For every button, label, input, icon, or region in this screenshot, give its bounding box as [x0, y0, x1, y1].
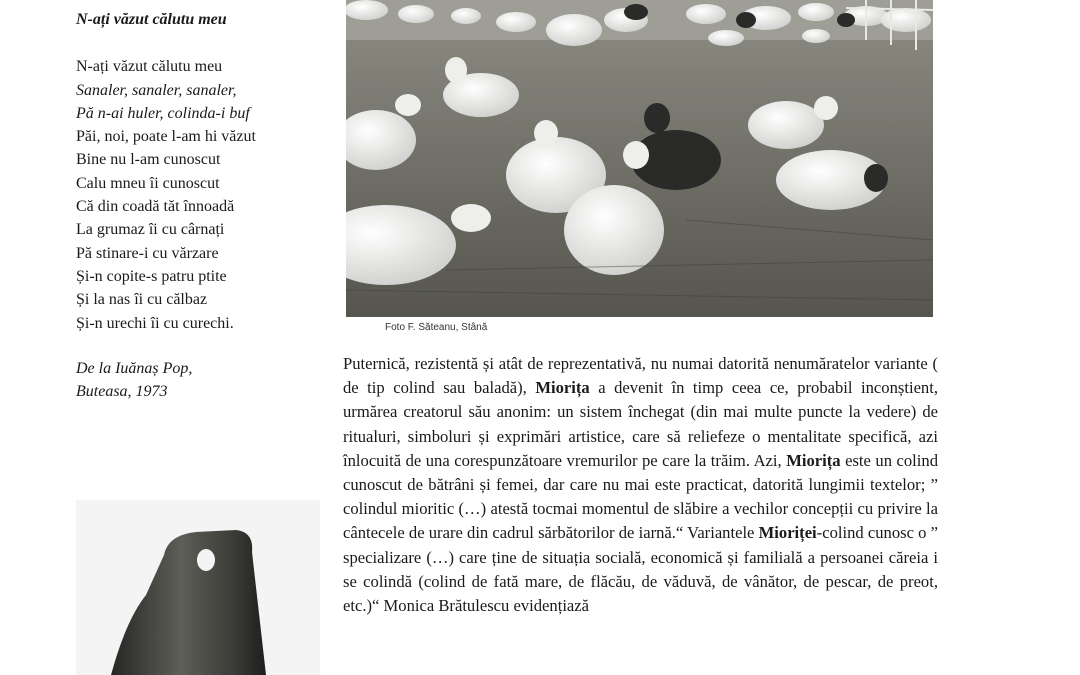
poem-line: Și la nas îi cu călbaz — [76, 291, 208, 309]
sheep-photo — [346, 0, 933, 317]
poem-line: Și-n copite-s patru ptite — [76, 267, 227, 285]
article-paragraph — [343, 352, 938, 618]
bell-photo-image — [76, 500, 320, 675]
poem-block — [76, 8, 336, 403]
article-text-run: a devenit în timp ceea ce, probabil inconștient, urmărea creatorul său anonim: un sistem închegat (din mai multe puncte la vedere) de ritualuri, simboluri și exprimări artistice, care să reliefeze o mentalitate specifică, azi înlocuită de una corespunzătoare vremurilor pe care la trăim. Azi, — [343, 378, 938, 470]
poem-line: Că din coadă tăt înnoadă — [76, 198, 235, 216]
article-text — [343, 352, 938, 618]
article-text-run: Puternică, rezistentă și atât de reprezentativă, nu numai datorită nenumăratelor variante ( de tip colind sau baladă), — [343, 354, 938, 398]
poem-line: Și-n urechi îi cu curechi. — [76, 314, 234, 332]
poem-line: Pă stinare-i cu vărzare — [76, 244, 219, 262]
poem-line: La grumaz îi cu cârnați — [76, 221, 225, 239]
article-bold-term: Miorița — [535, 378, 590, 398]
poem-line: Păi, noi, poate l-am hi văzut — [76, 128, 256, 146]
poem-title: N-ați văzut călutu meu — [76, 11, 227, 28]
poem-line: Pă n-ai huler, colinda-i buf — [76, 104, 250, 122]
poem-line: Bine nu l-am cunoscut — [76, 151, 221, 169]
poem-line: Sanaler, sanaler, sanaler, — [76, 81, 237, 99]
poem-source — [76, 357, 336, 404]
poem-lines — [76, 55, 336, 335]
article-text-run: -colind cunosc o ” specializare (…) care ține de situația socială, economică și familială a persoanei căreia i se colindă (colind de fată mare, de flăcău, de văduvă, de vânător, de pescar, de preot, etc.)“ Monica Brătulescu evidențiază — [343, 523, 938, 616]
poem-line: Calu mneu îi cunoscut — [76, 174, 220, 192]
article-text-run: este un colind cunoscut de bătrâni și femei, dar care nu mai este practicat, datorită lungimii textelor; ” colindul mioritic (…) atestă tocmai momentul de slăbire a vechilor concepții cu privire la cântecele de urare din cadrul sărbătorilor de iarnă.“ Variantele — [343, 450, 938, 543]
bell-photo — [76, 500, 320, 675]
poem-source-line: De la Iuănaș Pop, — [76, 359, 193, 377]
photo-caption: Foto F. Săteanu, Stână — [385, 322, 488, 333]
article-bold-term: Mioriței — [758, 523, 817, 543]
article-bold-term: Miorița — [786, 450, 841, 470]
sheep-photo-image — [346, 0, 933, 317]
poem-source-line: Buteasa, 1973 — [76, 383, 168, 401]
poem-line: N-ați văzut călutu meu — [76, 58, 223, 76]
